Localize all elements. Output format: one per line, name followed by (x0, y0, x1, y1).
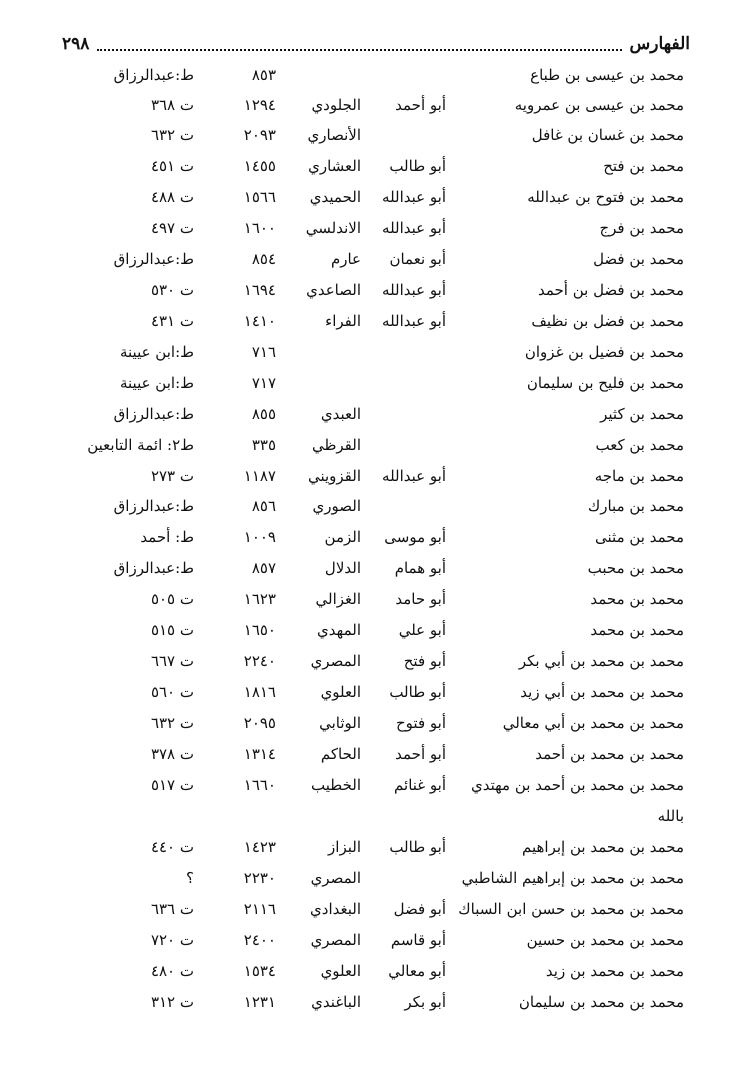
index-row (0, 244, 746, 274)
entry-kunya: أبو فتوح (396, 714, 446, 732)
entry-name: محمد بن محمد بن حسين (526, 931, 684, 949)
entry-source: ت ٤٥١ (150, 157, 194, 175)
entry-kunya: أبو بكر (404, 993, 446, 1011)
index-row (0, 213, 746, 243)
entry-name: محمد بن محمد بن سليمان (518, 993, 684, 1011)
entry-name: محمد بن محمد بن إبراهيم الشاطبي (461, 869, 684, 887)
entry-source: ت ٣١٢ (150, 993, 194, 1011)
entry-kunya: أبو عبدالله (382, 467, 446, 485)
entry-nisba: الباغندي (311, 993, 361, 1011)
entry-source: ت ٤٩٧ (150, 219, 194, 237)
entry-kunya: أبو حامد (395, 590, 446, 608)
entry-kunya: أبو موسى (384, 528, 446, 546)
entry-source: ت ٥١٧ (150, 776, 194, 794)
index-row (0, 275, 746, 305)
entry-source: ت ٣٦٨ (150, 96, 194, 114)
entry-source: ؟ (186, 869, 194, 887)
entry-nisba: البزاز (328, 838, 361, 856)
entry-name: محمد بن فليح بن سليمان (526, 374, 684, 392)
entry-kunya: أبو معالي (388, 962, 446, 980)
entry-number: ٨٥٦ (251, 497, 276, 515)
index-row (0, 646, 746, 676)
entry-number: ٢٠٩٣ (243, 126, 276, 144)
entry-number: ٨٥٤ (251, 250, 276, 268)
index-row (0, 770, 746, 800)
entry-nisba: الزمن (324, 528, 361, 546)
entry-nisba: الفراء (325, 312, 361, 330)
continuation-line: بالله (657, 807, 684, 825)
index-row (0, 522, 746, 552)
entry-name: محمد بن غسان بن غافل (531, 126, 684, 144)
entry-nisba: العشاري (308, 157, 361, 175)
entry-kunya: أبو أحمد (395, 745, 446, 763)
entry-name: محمد بن محمد بن أبي معالي (502, 714, 684, 732)
entry-number: ١٣١٤ (243, 745, 276, 763)
index-row (0, 337, 746, 367)
header-dot-leader (97, 37, 621, 51)
index-row (0, 925, 746, 955)
entry-name: محمد بن محمد (590, 621, 684, 639)
index-row (0, 306, 746, 336)
entry-nisba: الجلودي (311, 96, 361, 114)
index-row (0, 461, 746, 491)
entry-nisba: الأنصاري (307, 126, 361, 144)
entry-source: ط:عبدالرزاق (113, 497, 194, 515)
entry-kunya: أبو عبدالله (382, 281, 446, 299)
entry-source: ت ٥٦٠ (150, 683, 194, 701)
entry-nisba: العبدي (320, 405, 361, 423)
entry-name: محمد بن محمد بن أبي بكر (518, 652, 684, 670)
entry-nisba: الخطيب (311, 776, 361, 794)
section-title: الفهارس (629, 34, 690, 54)
entry-number: ٨٥٧ (251, 559, 276, 577)
entry-name: محمد بن عيسى بن طباع (530, 66, 684, 84)
entry-number: ١٥٦٦ (243, 188, 276, 206)
entry-number: ١٦٥٠ (243, 621, 276, 639)
entry-source: ت ٦٣٢ (150, 714, 194, 732)
entry-kunya: أبو همام (394, 559, 446, 577)
entry-name: محمد بن فضيل بن غزوان (524, 343, 684, 361)
entry-kunya: أبو علي (398, 621, 446, 639)
entry-nisba: العلوي (320, 683, 361, 701)
entry-name: محمد بن فتوح بن عبدالله (527, 188, 684, 206)
entry-kunya: أبو غنائم (394, 776, 446, 794)
entry-name: محمد بن فضل بن نظيف (531, 312, 684, 330)
entry-kunya: أبو طالب (389, 838, 446, 856)
entry-number: ١٢٣١ (243, 993, 276, 1011)
entry-kunya: أبو فضل (393, 900, 446, 918)
entry-kunya: أبو عبدالله (382, 219, 446, 237)
entry-nisba: المصري (310, 652, 361, 670)
index-row (0, 151, 746, 181)
entry-nisba: الصوري (312, 497, 361, 515)
entry-number: ٨٥٥ (251, 405, 276, 423)
entry-nisba: العلوي (320, 962, 361, 980)
entry-nisba: القرظي (311, 436, 361, 454)
index-row (0, 491, 746, 521)
entry-number: ٢١١٦ (243, 900, 276, 918)
entry-name: محمد بن مثنى (595, 528, 684, 546)
entry-source: ت ٢٧٣ (150, 467, 194, 485)
index-row (0, 60, 746, 90)
entry-kunya: أبو عبدالله (382, 312, 446, 330)
index-row (0, 615, 746, 645)
index-row (0, 739, 746, 769)
index-row (0, 987, 746, 1017)
index-row (0, 894, 746, 924)
entry-source: ت ٤٤٠ (150, 838, 194, 856)
index-row (0, 832, 746, 862)
entry-nisba: المهدي (317, 621, 361, 639)
entry-kunya: أبو طالب (389, 683, 446, 701)
entry-nisba: المصري (310, 931, 361, 949)
entry-nisba: الدلال (324, 559, 361, 577)
entry-kunya: أبو عبدالله (382, 188, 446, 206)
entry-nisba: عارم (330, 250, 361, 268)
entry-name: محمد بن محمد بن أحمد (535, 745, 684, 763)
entry-nisba: الوثابي (319, 714, 361, 732)
entry-source: ت ٥٠٥ (150, 590, 194, 608)
entry-source: ط:ابن عيينة (119, 343, 194, 361)
entry-name: محمد بن ماجه (594, 467, 684, 485)
entry-number: ١٦٢٣ (243, 590, 276, 608)
entry-source: ت ٤٨٨ (150, 188, 194, 206)
entry-nisba: المصري (310, 869, 361, 887)
entry-source: ط٢: ائمة التابعين (87, 436, 194, 454)
entry-number: ١٨١٦ (243, 683, 276, 701)
entry-nisba: الاندلسي (305, 219, 361, 237)
entry-name: محمد بن محمد بن زيد (545, 962, 684, 980)
entry-name: محمد بن محبب (587, 559, 684, 577)
index-row (0, 90, 746, 120)
entry-kunya: أبو قاسم (390, 931, 446, 949)
entry-number: ٧١٧ (251, 374, 276, 392)
entry-name: محمد بن فضل بن أحمد (537, 281, 684, 299)
entry-source: ط:عبدالرزاق (113, 405, 194, 423)
entry-source: ط:عبدالرزاق (113, 66, 194, 84)
page-number: ٢٩٨ (62, 34, 90, 54)
entry-nisba: الغزالي (315, 590, 361, 608)
entry-source: ت ٦٣٦ (150, 900, 194, 918)
index-row (0, 584, 746, 614)
index-row (0, 120, 746, 150)
entry-number: ١١٨٧ (243, 467, 276, 485)
entry-number: ٧١٦ (251, 343, 276, 361)
entry-name: محمد بن محمد بن حسن ابن السباك (458, 900, 684, 918)
entry-source: ط:عبدالرزاق (113, 559, 194, 577)
entry-number: ٣٣٥ (251, 436, 276, 454)
index-row (0, 553, 746, 583)
entry-number: ٢٢٤٠ (243, 652, 276, 670)
index-row (0, 182, 746, 212)
entry-kunya: أبو طالب (389, 157, 446, 175)
index-row (0, 399, 746, 429)
entry-name: محمد بن فتح (603, 157, 684, 175)
entry-number: ٢٢٣٠ (243, 869, 276, 887)
entry-number: ١٠٠٩ (243, 528, 276, 546)
entry-number: ١٦٦٠ (243, 776, 276, 794)
index-row (0, 677, 746, 707)
index-row (0, 956, 746, 986)
entry-name: محمد بن عيسى بن عمرويه (514, 96, 684, 114)
entry-kunya: أبو نعمان (389, 250, 446, 268)
entry-name: محمد بن محمد (590, 590, 684, 608)
entry-name: محمد بن فضل (593, 250, 684, 268)
entry-source: ت ٥٣٠ (150, 281, 194, 299)
entry-name: محمد بن محمد بن أبي زيد (520, 683, 684, 701)
entry-kunya: أبو فتح (403, 652, 446, 670)
entry-name: محمد بن فرج (599, 219, 684, 237)
index-row (0, 863, 746, 893)
entry-source: ت ٧٢٠ (150, 931, 194, 949)
index-row (0, 708, 746, 738)
entry-source: ت ٦٣٢ (150, 126, 194, 144)
entry-number: ١٦٠٠ (243, 219, 276, 237)
entry-nisba: الحاكم (320, 745, 361, 763)
entry-name: محمد بن كثير (600, 405, 684, 423)
entry-number: ١٤٢٣ (243, 838, 276, 856)
entry-kunya: أبو أحمد (395, 96, 446, 114)
entry-number: ١٥٣٤ (243, 962, 276, 980)
entry-number: ١٦٩٤ (243, 281, 276, 299)
entry-name: محمد بن مبارك (587, 497, 684, 515)
page-header (62, 30, 690, 58)
entry-source: ط:عبدالرزاق (113, 250, 194, 268)
entry-nisba: الصاعدي (306, 281, 361, 299)
entry-source: ت ٤٨٠ (150, 962, 194, 980)
entry-source: ت ٥١٥ (150, 621, 194, 639)
entry-nisba: القزويني (307, 467, 361, 485)
entry-source: ت ٦٦٧ (150, 652, 194, 670)
entry-name: محمد بن محمد بن أحمد بن مهتدي (471, 776, 684, 794)
entry-source: ت ٤٣١ (150, 312, 194, 330)
index-row (0, 430, 746, 460)
entry-source: ت ٣٧٨ (150, 745, 194, 763)
entry-name: محمد بن محمد بن إبراهيم (522, 838, 684, 856)
entry-source: ط:ابن عيينة (119, 374, 194, 392)
entry-number: ٨٥٣ (251, 66, 276, 84)
entry-number: ٢٤٠٠ (243, 931, 276, 949)
entry-source: ط: أحمد (140, 528, 194, 546)
entry-nisba: الحميدي (309, 188, 361, 206)
entry-number: ١٤١٠ (243, 312, 276, 330)
entry-number: ١٤٥٥ (243, 157, 276, 175)
entry-number: ١٢٩٤ (243, 96, 276, 114)
entry-name: محمد بن كعب (595, 436, 684, 454)
entry-nisba: البغدادي (310, 900, 361, 918)
entry-number: ٢٠٩٥ (243, 714, 276, 732)
index-row (0, 368, 746, 398)
